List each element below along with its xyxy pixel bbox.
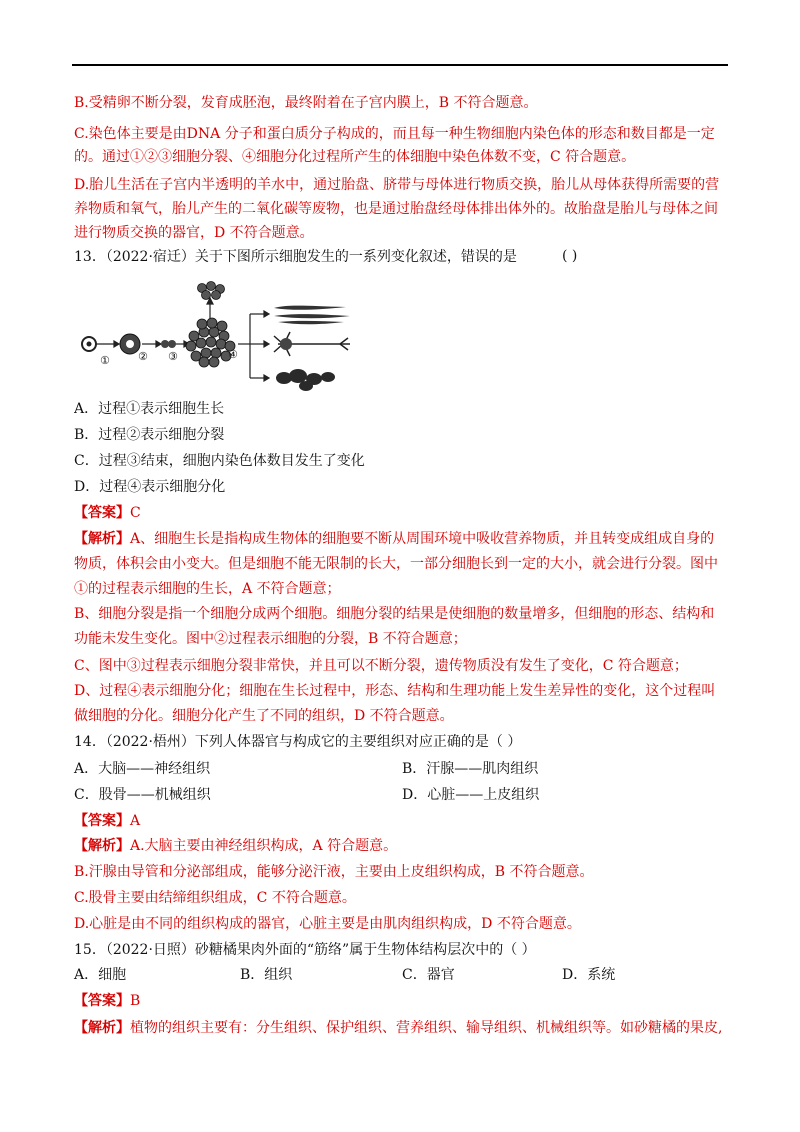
q14-option-d: D．心脏——上皮组织 bbox=[402, 787, 540, 803]
q13-analysis-line3: ①的过程表示细胞的生长，A 不符合题意； bbox=[74, 581, 341, 597]
analysis-tag: 【解析】 bbox=[74, 838, 130, 854]
q13-answer-line bbox=[74, 503, 734, 523]
q14-analysis-line4: D.心脏是由不同的组织构成的器官，心脏主要是由肌肉组织构成，D 不符合题意。 bbox=[74, 916, 581, 932]
q14-analysis-line2: B.汗腺由导管和分泌部组成，能够分泌汗液，主要由上皮组织构成，B 不符合题意。 bbox=[74, 864, 594, 880]
q12-option-b-explanation: B.受精卵不断分裂，发育成胚泡，最终附着在子宫内膜上，B 不符合题意。 bbox=[74, 95, 538, 111]
q13-answer: C bbox=[130, 505, 141, 521]
q15-analysis-line1 bbox=[74, 1018, 734, 1038]
q13-option-a: A．过程①表示细胞生长 bbox=[74, 401, 225, 417]
q13-analysis-text: A、细胞生长是指构成生物体的细胞要不断从周围环境中吸收营养物质，并且转变成组成自身的 bbox=[130, 531, 715, 547]
q12-option-d-explanation-line2: 养物质和氧气，胎儿产生的二氧化碳等废物，也是通过胎盘经母体排出体外的。故胎盘是胎儿与母体之间 bbox=[74, 201, 718, 217]
q12-option-d-explanation-line1: D.胎儿生活在子宫内半透明的羊水中，通过胎盘、脐带与母体进行物质交换，胎儿从母体获得所需要的营 bbox=[74, 177, 720, 193]
cell-development-figure bbox=[78, 280, 358, 392]
q14-analysis-line1 bbox=[74, 836, 734, 856]
q14-stem: 14．（2022·梧州）下列人体器官与构成它的主要组织对应正确的是（ ） bbox=[74, 734, 522, 750]
q15-analysis-text: 植物的组织主要有：分生组织、保护组织、营养组织、输导组织、机械组织等。如砂糖橘的果皮, bbox=[130, 1020, 723, 1036]
q15-option-c: C．器官 bbox=[402, 967, 455, 983]
q13-analysis-line2: 物质，体积会由小变大。但是细胞不能无限制的长大，一部分细胞长到一定的大小，就会进行分裂。图中 bbox=[74, 556, 718, 572]
figure-label-4: ④ bbox=[228, 348, 238, 361]
q13-analysis-line7: D、过程④表示细胞分化；细胞在生长过程中，形态、结构和生理功能上发生差异性的变化，这个过程叫 bbox=[74, 683, 716, 699]
analysis-tag: 【解析】 bbox=[74, 1020, 130, 1036]
analysis-tag: 【解析】 bbox=[74, 531, 130, 547]
q13-stem: 13．（2022·宿迁）关于下图所示细胞发生的一系列变化叙述，错误的是 bbox=[74, 249, 517, 265]
q15-stem: 15．（2022·日照）砂糖橘果肉外面的“筋络”属于生物体结构层次中的（ ） bbox=[74, 942, 536, 958]
q13-option-b: B．过程②表示细胞分裂 bbox=[74, 427, 225, 443]
q14-option-c: C．股骨——机械组织 bbox=[74, 787, 211, 803]
q14-answer-line bbox=[74, 811, 734, 831]
figure-label-3: ③ bbox=[168, 350, 178, 363]
answer-tag: 【答案】 bbox=[74, 993, 130, 1009]
q15-answer: B bbox=[130, 993, 141, 1009]
figure-label-2: ② bbox=[138, 350, 148, 363]
q14-analysis-line3: C.股骨主要由结缔组织组成，C 不符合题意。 bbox=[74, 890, 356, 906]
q13-analysis-line6: C、图中③过程表示细胞分裂非常快，并且可以不断分裂，遗传物质没有发生了变化，C 符合题意； bbox=[74, 658, 688, 674]
q13-analysis-line4: B、细胞分裂是指一个细胞分成两个细胞。细胞分裂的结果是使细胞的数量增多，但细胞的形态、结构和 bbox=[74, 606, 715, 622]
q14-option-a: A．大脑——神经组织 bbox=[74, 761, 211, 777]
q13-option-d: D．过程④表示细胞分化 bbox=[74, 479, 226, 495]
q15-option-d: D．系统 bbox=[562, 967, 616, 983]
q14-option-b: B．汗腺——肌肉组织 bbox=[402, 761, 539, 777]
q12-option-c-explanation-line2: 的。通过①②③细胞分裂、④细胞分化过程所产生的体细胞中染色体数不变，C 符合题意。 bbox=[74, 149, 636, 165]
q13-analysis-line5: 功能未发生变化。图中②过程表示细胞的分裂，B 不符合题意； bbox=[74, 631, 467, 647]
answer-tag: 【答案】 bbox=[74, 505, 130, 521]
q14-analysis-text: A.大脑主要由神经组织构成，A 符合题意。 bbox=[130, 838, 398, 854]
q13-analysis-line1 bbox=[74, 529, 734, 549]
q15-option-a: A．细胞 bbox=[74, 967, 127, 983]
header-rule bbox=[72, 64, 728, 66]
q14-answer: A bbox=[130, 813, 141, 829]
q13-option-c: C．过程③结束，细胞内染色体数目发生了变化 bbox=[74, 453, 365, 469]
q15-option-b: B．组织 bbox=[240, 967, 293, 983]
figure-label-1: ① bbox=[100, 354, 110, 367]
q13-analysis-line8: 做细胞的分化。细胞分化产生了不同的组织，D 不符合题意。 bbox=[74, 708, 454, 724]
q12-option-d-explanation-line3: 进行物质交换的器官，D 不符合题意。 bbox=[74, 225, 314, 241]
q12-option-c-explanation-line1: C.染色体主要是由DNA 分子和蛋白质分子构成的，而且每一种生物细胞内染色体的形态和数目都是一定 bbox=[74, 126, 715, 142]
q13-answer-paren: ( ) bbox=[562, 248, 578, 264]
q15-answer-line bbox=[74, 991, 734, 1011]
answer-tag: 【答案】 bbox=[74, 813, 130, 829]
